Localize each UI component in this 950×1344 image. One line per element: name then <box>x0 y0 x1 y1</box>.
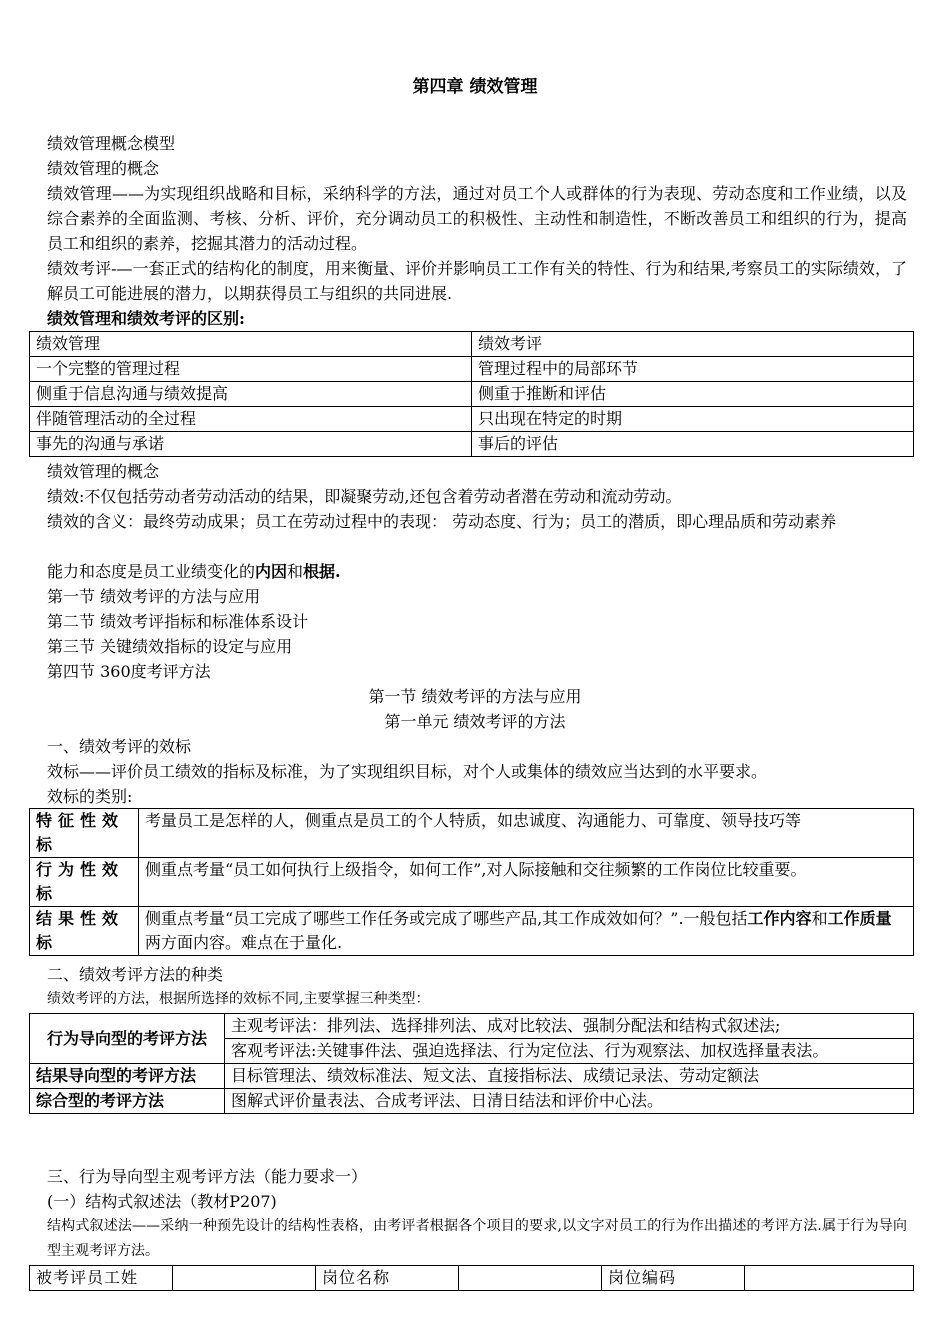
table-cell: 一个完整的管理过程 <box>30 357 472 382</box>
method-type: 行为导向型的考评方法 <box>30 1014 225 1064</box>
table-row <box>30 858 914 907</box>
intro-line-2: 绩效管理的概念 <box>47 159 160 178</box>
section3-subheading: (一）结构式叙述法（教材P207) <box>47 1192 277 1211</box>
criteria-kinds-label: 效标的类别: <box>47 787 133 806</box>
table-cell: 绩效管理 <box>30 332 472 357</box>
table-cell: 管理过程中的局部环节 <box>472 357 914 382</box>
table-row <box>30 432 914 457</box>
table-row <box>30 809 914 858</box>
bold-text: 工作内容 <box>747 909 812 928</box>
methods-heading: 二、绩效考评方法的种类 <box>47 965 224 984</box>
form-label: 岗位编码 <box>602 1266 745 1291</box>
table-cell: 只出现在特定的时期 <box>472 407 914 432</box>
criteria-desc <box>139 907 914 956</box>
method-desc: 客观考评法:关键事件法、强迫选择法、行为定位法、行为观察法、加权选择量表法。 <box>225 1039 914 1064</box>
text-span: 能力和态度是员工业绩变化的 <box>47 562 256 581</box>
text-span: 侧重点考量“员工完成了哪些工作任务或完成了哪些产品,其工作成效如何？”.一般包括 <box>145 909 748 928</box>
difference-heading: 绩效管理和绩效考评的区别: <box>47 309 245 328</box>
section-list-item-2: 第二节 绩效考评指标和标准体系设计 <box>47 612 309 631</box>
mgmt-definition: 绩效管理——为实现组织战略和目标，采纳科学的方法，通过对员工个人或群体的行为表现、劳动态度和工作业绩，以及综合素养的全面监测、考核、分析、评价，充分调动员工的积极性、主动性和制造性，不断改善员工和组织的行为，提高员工和组织的素养，挖掘其潜力的活动过程。 <box>47 184 907 253</box>
table-cell: 事后的评估 <box>472 432 914 457</box>
section3-description: 结构式叙述法——采纳一种预先设计的结构性表格，由考评者根据各个项目的要求,以文字对员工的行为作出描述的考评方法.属于行为导向型主观考评方法。 <box>47 1218 907 1259</box>
form-label: 被考评员工姓 <box>30 1266 173 1291</box>
criteria-name: 行为性效标 <box>30 858 139 907</box>
text-span: 两方面内容。难点在于量化. <box>145 933 343 952</box>
compare-table <box>29 331 914 457</box>
criteria-desc: 考量员工是怎样的人，侧重点是员工的个人特质，如忠诚度、沟通能力、可靠度、领导技巧等 <box>139 809 914 858</box>
method-type: 结果导向型的考评方法 <box>30 1064 225 1089</box>
section-heading: 第一节 绩效考评的方法与应用 <box>368 687 582 706</box>
table-row <box>30 1089 914 1114</box>
table-row <box>30 907 914 956</box>
performance-definition: 绩效:不仅包括劳动者劳动活动的结果，即凝聚劳动,还包含着劳动者潜在劳动和流动劳动。 <box>47 487 682 506</box>
form-value <box>745 1266 914 1291</box>
section3-heading: 三、行为导向型主观考评方法（能力要求一） <box>47 1167 368 1186</box>
criteria-name: 结果性效标 <box>30 907 139 956</box>
table-row <box>30 1064 914 1089</box>
form-label: 岗位名称 <box>316 1266 459 1291</box>
table-row <box>30 332 914 357</box>
table-cell: 事先的沟通与承诺 <box>30 432 472 457</box>
table-cell: 绩效考评 <box>472 332 914 357</box>
form-value <box>173 1266 316 1291</box>
method-desc: 目标管理法、绩效标准法、短文法、直接指标法、成绩记录法、劳动定额法 <box>225 1064 914 1089</box>
form-value <box>459 1266 602 1291</box>
methods-table <box>29 1013 914 1114</box>
criteria-table <box>29 808 914 956</box>
unit-heading: 第一单元 绩效考评的方法 <box>384 712 566 731</box>
performance-meaning: 绩效的含义：最终劳动成果；员工在劳动过程中的表现： 劳动态度、行为；员工的潜质，即心理品质和劳动素养 <box>47 512 837 531</box>
method-desc: 图解式评价量表法、合成考评法、日清日结法和评价中心法。 <box>225 1089 914 1114</box>
method-desc: 主观考评法：排列法、选择排列法、成对比较法、强制分配法和结构式叙述法; <box>225 1014 914 1039</box>
ability-attitude-line <box>47 559 907 584</box>
bold-text: 根据. <box>303 562 341 581</box>
section-list-item-1: 第一节 绩效考评的方法与应用 <box>47 587 261 606</box>
table-row <box>30 1014 914 1039</box>
methods-intro: 绩效考评的方法，根据所选择的效标不同,主要掌握三种类型： <box>47 991 430 1007</box>
table-row <box>30 1266 914 1291</box>
criteria-heading: 一、绩效考评的效标 <box>47 737 192 756</box>
table-row <box>30 382 914 407</box>
table-cell: 伴随管理活动的全过程 <box>30 407 472 432</box>
method-type: 综合型的考评方法 <box>30 1089 225 1114</box>
text-span: 和 <box>811 909 828 928</box>
section-list-item-3: 第三节 关键绩效指标的设定与应用 <box>47 637 293 656</box>
criteria-definition: 效标——评价员工绩效的指标及标准，为了实现组织目标，对个人或集体的绩效应当达到的水平要求。 <box>47 762 768 781</box>
table-cell: 侧重于推断和评估 <box>472 382 914 407</box>
chapter-title: 第四章 绩效管理 <box>412 77 538 97</box>
bold-text: 内因 <box>255 562 288 581</box>
form-table <box>29 1265 914 1291</box>
criteria-desc: 侧重点考量“员工如何执行上级指令，如何工作”,对人际接触和交往频繁的工作岗位比较重要。 <box>139 858 914 907</box>
table-row <box>30 357 914 382</box>
bold-text: 工作质量 <box>827 909 892 928</box>
criteria-name: 特征性效标 <box>30 809 139 858</box>
section-list-item-4: 第四节 360度考评方法 <box>47 662 211 681</box>
intro-line-1: 绩效管理概念模型 <box>47 134 176 153</box>
table-row <box>30 407 914 432</box>
table-cell: 侧重于信息沟通与绩效提高 <box>30 382 472 407</box>
concept-heading: 绩效管理的概念 <box>47 462 160 481</box>
text-span: 和 <box>287 562 304 581</box>
appraisal-definition: 绩效考评-—一套正式的结构化的制度，用来衡量、评价并影响员工工作有关的特性、行为和结果,考察员工的实际绩效，了解员工可能进展的潜力，以期获得员工与组织的共同进展. <box>47 259 907 303</box>
